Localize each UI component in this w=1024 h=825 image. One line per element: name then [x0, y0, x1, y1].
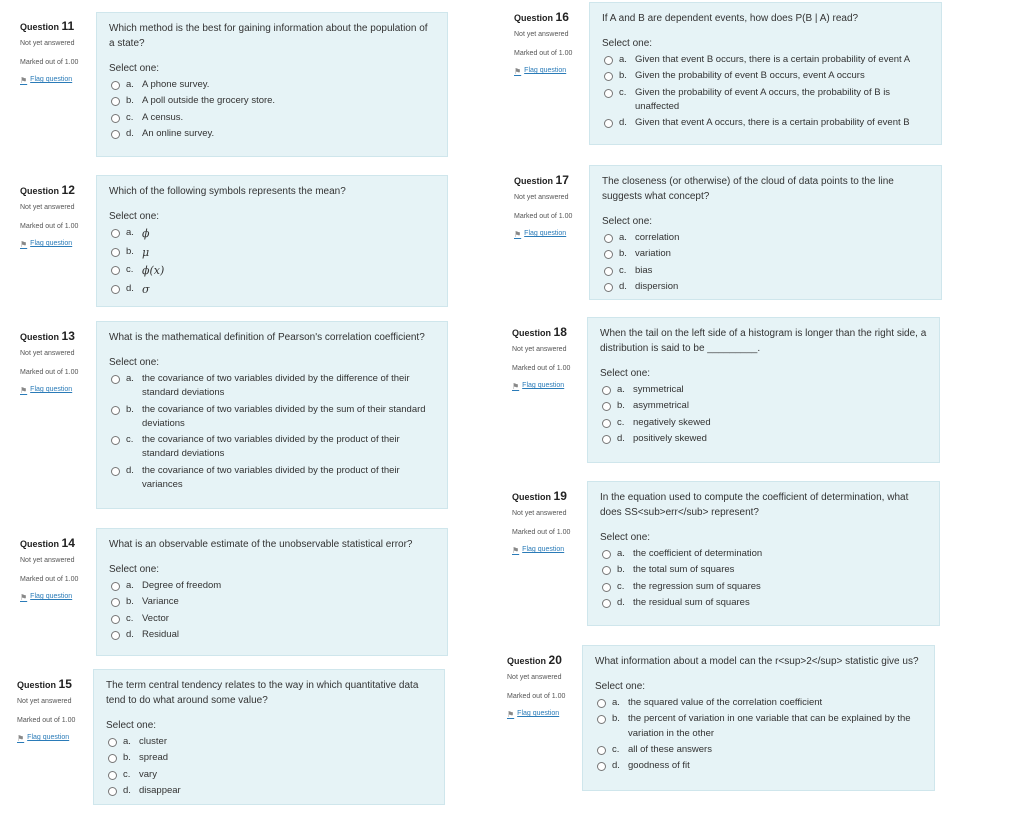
- select-one-label: Select one:: [602, 38, 653, 49]
- option-text: spread: [139, 752, 169, 764]
- question-grade: Marked out of 1.00: [20, 58, 79, 66]
- answer-option[interactable]: [111, 263, 435, 280]
- question-number-label: [507, 652, 585, 669]
- question-word: Question: [20, 186, 60, 196]
- question-content: [589, 2, 942, 145]
- option-text: the covariance of two variables divided by the difference of their standard deviations: [142, 373, 410, 399]
- option-letter: d.: [123, 784, 131, 796]
- question-number-label: [512, 488, 590, 505]
- flag-question-label: Flag question: [524, 67, 567, 75]
- radio-icon[interactable]: [111, 406, 120, 415]
- option-text: the covariance of two variables divided by the product of their standard deviations: [142, 434, 400, 460]
- answer-option[interactable]: [111, 372, 435, 401]
- option-letter: a.: [123, 736, 131, 747]
- option-text: positively skewed: [633, 432, 707, 444]
- question-content: [96, 175, 448, 307]
- question-text: If A and B are dependent events, how does P(B | A) read?: [602, 13, 859, 24]
- radio-icon[interactable]: [111, 631, 120, 640]
- radio-icon[interactable]: [111, 615, 120, 624]
- radio-icon[interactable]: [604, 119, 613, 128]
- question-text: Which method is the best for gaining information about the population of a state?: [109, 23, 428, 49]
- answer-option[interactable]: [597, 743, 922, 757]
- answer-option[interactable]: [602, 432, 927, 446]
- option-letter: d.: [126, 127, 134, 139]
- option-text: ϕ: [142, 227, 150, 240]
- option-letter: d.: [126, 628, 134, 640]
- question-info: [20, 18, 98, 86]
- option-text: all of these answers: [628, 743, 712, 755]
- radio-icon[interactable]: [111, 467, 120, 476]
- option-text: the squared value of the correlation coefficient: [628, 697, 823, 708]
- question-status: Not yet answered: [20, 40, 75, 48]
- question-number: 19: [553, 489, 567, 503]
- select-one-label: Select one:: [109, 564, 160, 575]
- option-text: negatively skewed: [633, 416, 711, 428]
- option-text: A poll outside the grocery store.: [142, 95, 276, 107]
- radio-icon[interactable]: [111, 248, 120, 257]
- option-letter: c.: [612, 743, 620, 755]
- option-letter: b.: [123, 752, 131, 764]
- answer-option[interactable]: [111, 282, 435, 299]
- option-text: correlation: [635, 232, 680, 243]
- question-word: Question: [20, 539, 60, 549]
- radio-icon[interactable]: [108, 754, 117, 763]
- question-grade: Marked out of 1.00: [507, 692, 566, 700]
- question-number: 20: [548, 653, 562, 667]
- radio-icon[interactable]: [604, 283, 613, 292]
- option-letter: a.: [126, 580, 134, 591]
- option-text: μ: [142, 245, 150, 259]
- option-text: Vector: [142, 612, 169, 624]
- radio-icon[interactable]: [602, 599, 611, 608]
- flag-question-link[interactable]: [20, 239, 98, 251]
- radio-icon[interactable]: [111, 81, 120, 90]
- question-content: [96, 12, 448, 157]
- answer-option[interactable]: [602, 563, 927, 577]
- answer-option[interactable]: [597, 712, 922, 741]
- answer-option[interactable]: [111, 94, 435, 108]
- question-info: [17, 676, 95, 744]
- question-content: [589, 165, 942, 300]
- option-letter: a.: [126, 79, 134, 90]
- option-letter: b.: [126, 596, 134, 608]
- question-grade: Marked out of 1.00: [20, 222, 79, 230]
- option-letter: b.: [617, 564, 625, 576]
- option-text: A census.: [142, 111, 184, 123]
- option-text: disappear: [139, 784, 181, 796]
- question-grade: Marked out of 1.00: [512, 364, 571, 372]
- option-text: Degree of freedom: [142, 580, 222, 591]
- option-text: Given that event A occurs, there is a certain probability of event B: [635, 117, 910, 128]
- option-text: An online survey.: [142, 127, 215, 139]
- answer-option[interactable]: [604, 247, 929, 261]
- option-letter: d.: [617, 596, 625, 608]
- radio-icon[interactable]: [111, 436, 120, 445]
- select-one-label: Select one:: [600, 368, 651, 379]
- option-text: variation: [635, 248, 671, 260]
- radio-icon[interactable]: [111, 285, 120, 294]
- option-letter: c.: [123, 768, 131, 780]
- question-info: [512, 324, 590, 392]
- option-letter: b.: [126, 245, 134, 257]
- option-letter: b.: [619, 248, 627, 260]
- radio-icon[interactable]: [602, 386, 611, 395]
- option-letter: c.: [126, 434, 134, 445]
- select-one-label: Select one:: [600, 532, 651, 543]
- answer-option[interactable]: [604, 116, 929, 130]
- answer-option[interactable]: [604, 231, 929, 245]
- radio-icon[interactable]: [602, 435, 611, 444]
- answer-option[interactable]: [604, 69, 929, 83]
- option-letter: d.: [126, 464, 134, 476]
- question-number-label: [514, 9, 592, 26]
- option-letter: a.: [612, 697, 620, 708]
- question-text: The term central tendency relates to the way in which quantitative data tend to do what around some value?: [106, 680, 419, 706]
- radio-icon[interactable]: [604, 89, 613, 98]
- option-text: goodness of fit: [628, 760, 690, 771]
- answer-option[interactable]: [111, 612, 435, 626]
- question-text: What information about a model can the r<sup>2</sup> statistic give us?: [595, 656, 919, 667]
- answer-option[interactable]: [108, 735, 432, 749]
- question-status: Not yet answered: [514, 31, 569, 39]
- radio-icon[interactable]: [111, 582, 120, 591]
- option-letter: a.: [617, 384, 625, 395]
- flag-icon: ⚑: [20, 75, 28, 85]
- question-status: Not yet answered: [514, 194, 569, 202]
- answer-option[interactable]: [111, 245, 435, 262]
- option-letter: c.: [126, 612, 134, 624]
- question-word: Question: [514, 176, 554, 186]
- question-text: What is an observable estimate of the unobservable statistical error?: [109, 539, 413, 550]
- flag-icon: ⚑: [512, 381, 520, 391]
- answer-option[interactable]: [111, 127, 435, 141]
- radio-icon[interactable]: [597, 746, 606, 755]
- question-grade: Marked out of 1.00: [17, 716, 76, 724]
- flag-question-label: Flag question: [30, 240, 73, 248]
- question-info: [514, 172, 592, 240]
- question-grade: Marked out of 1.00: [514, 49, 573, 57]
- option-text: symmetrical: [633, 384, 684, 395]
- flag-question-link[interactable]: [512, 381, 590, 393]
- question-content: [96, 528, 448, 656]
- flag-question-label: Flag question: [524, 230, 567, 238]
- question-number: 14: [61, 536, 75, 550]
- answer-option[interactable]: [604, 264, 929, 278]
- question-text: The closeness (or otherwise) of the cloud of data points to the line suggests what concept?: [602, 176, 894, 202]
- question-text: Which of the following symbols represents the mean?: [109, 186, 346, 197]
- answer-option[interactable]: [597, 759, 922, 773]
- option-letter: a.: [617, 548, 625, 559]
- answer-option[interactable]: [597, 696, 922, 710]
- answer-option[interactable]: [111, 628, 435, 642]
- answer-option[interactable]: [108, 751, 432, 765]
- answer-option[interactable]: [602, 399, 927, 413]
- question-number: 13: [61, 329, 75, 343]
- radio-icon[interactable]: [108, 771, 117, 780]
- question-number: 18: [553, 325, 567, 339]
- answer-option[interactable]: [111, 433, 435, 462]
- question-text: When the tail on the left side of a histogram is longer than the right side, a distribution is said to be _________.: [600, 328, 927, 354]
- question-info: [507, 652, 585, 720]
- question-number: 16: [555, 10, 569, 24]
- radio-icon[interactable]: [597, 715, 606, 724]
- radio-icon[interactable]: [108, 787, 117, 796]
- select-one-label: Select one:: [106, 720, 157, 731]
- radio-icon[interactable]: [604, 250, 613, 259]
- flag-question-label: Flag question: [30, 76, 73, 84]
- option-text: the total sum of squares: [633, 564, 735, 576]
- radio-icon[interactable]: [111, 375, 120, 384]
- flag-question-link[interactable]: [20, 385, 98, 397]
- flag-question-link[interactable]: [514, 229, 592, 241]
- question-number: 11: [61, 19, 75, 33]
- option-letter: c.: [126, 111, 134, 123]
- question-status: Not yet answered: [507, 674, 562, 682]
- radio-icon[interactable]: [597, 762, 606, 771]
- option-text: asymmetrical: [633, 400, 689, 412]
- question-grade: Marked out of 1.00: [512, 528, 571, 536]
- option-letter: c.: [619, 86, 627, 98]
- answer-option[interactable]: [602, 383, 927, 397]
- option-text: A phone survey.: [142, 79, 210, 90]
- option-letter: b.: [612, 713, 620, 725]
- answer-option[interactable]: [111, 226, 435, 243]
- select-one-label: Select one:: [602, 216, 653, 227]
- radio-icon[interactable]: [111, 266, 120, 275]
- select-one-label: Select one:: [595, 681, 646, 692]
- question-number-label: [20, 18, 98, 35]
- flag-question-label: Flag question: [522, 382, 565, 390]
- option-letter: a.: [126, 373, 134, 384]
- question-info: [514, 9, 592, 77]
- question-status: Not yet answered: [17, 698, 72, 706]
- option-text: bias: [635, 264, 653, 276]
- option-text: dispersion: [635, 280, 679, 292]
- question-status: Not yet answered: [20, 350, 75, 358]
- option-letter: b.: [619, 70, 627, 82]
- question-word: Question: [512, 492, 552, 502]
- radio-icon[interactable]: [604, 234, 613, 243]
- flag-question-label: Flag question: [30, 386, 73, 394]
- option-text: the regression sum of squares: [633, 580, 761, 592]
- option-text: vary: [139, 768, 157, 780]
- question-word: Question: [20, 22, 60, 32]
- answer-option[interactable]: [604, 86, 929, 115]
- option-letter: b.: [126, 95, 134, 107]
- question-number-label: [514, 172, 592, 189]
- question-number-label: [20, 328, 98, 345]
- select-one-label: Select one:: [109, 63, 160, 74]
- radio-icon[interactable]: [602, 566, 611, 575]
- answer-option[interactable]: [108, 768, 432, 782]
- option-text: the covariance of two variables divided by the product of their variances: [142, 464, 400, 490]
- question-status: Not yet answered: [512, 510, 567, 518]
- question-text: What is the mathematical definition of Pearson's correlation coefficient?: [109, 332, 425, 343]
- option-letter: b.: [617, 400, 625, 412]
- flag-icon: ⚑: [20, 239, 28, 249]
- question-info: [512, 488, 590, 556]
- option-letter: b.: [126, 403, 134, 415]
- option-letter: c.: [126, 264, 134, 275]
- question-content: [587, 481, 940, 626]
- question-status: Not yet answered: [20, 557, 75, 565]
- question-content: [582, 645, 935, 791]
- flag-question-label: Flag question: [27, 734, 70, 742]
- option-text: Variance: [142, 596, 179, 608]
- question-number-label: [17, 676, 95, 693]
- option-text: the residual sum of squares: [633, 596, 750, 608]
- question-number-label: [20, 182, 98, 199]
- option-text: the percent of variation in one variable that can be explained by the variation in the other: [628, 713, 911, 739]
- question-word: Question: [507, 656, 547, 666]
- option-letter: d.: [617, 432, 625, 444]
- answer-option[interactable]: [602, 416, 927, 430]
- question-info: [20, 328, 98, 396]
- option-text: Given the probability of event B occurs, event A occurs: [635, 70, 865, 82]
- flag-icon: ⚑: [514, 66, 522, 76]
- answer-option[interactable]: [111, 579, 435, 593]
- radio-icon[interactable]: [111, 114, 120, 123]
- question-content: [587, 317, 940, 463]
- option-text: the coefficient of determination: [633, 548, 763, 559]
- flag-icon: ⚑: [512, 545, 520, 555]
- answer-option[interactable]: [111, 403, 435, 432]
- answer-option[interactable]: [111, 111, 435, 125]
- option-letter: d.: [126, 282, 134, 294]
- flag-icon: ⚑: [17, 733, 25, 743]
- question-info: [20, 182, 98, 250]
- flag-icon: ⚑: [20, 592, 28, 602]
- select-one-label: Select one:: [109, 357, 160, 368]
- question-content: [96, 321, 448, 509]
- question-word: Question: [20, 332, 60, 342]
- answer-option[interactable]: [604, 53, 929, 67]
- option-letter: c.: [617, 416, 625, 428]
- flag-question-label: Flag question: [522, 546, 565, 554]
- option-letter: d.: [619, 280, 627, 292]
- question-text: In the equation used to compute the coefficient of determination, what does SS<sub>err</sub> represent?: [600, 492, 909, 518]
- radio-icon[interactable]: [111, 97, 120, 106]
- option-letter: d.: [619, 117, 627, 128]
- question-word: Question: [17, 680, 57, 690]
- radio-icon[interactable]: [604, 72, 613, 81]
- answer-option[interactable]: [108, 784, 432, 798]
- radio-icon[interactable]: [108, 738, 117, 747]
- radio-icon[interactable]: [111, 598, 120, 607]
- answer-option[interactable]: [111, 595, 435, 609]
- question-content: [93, 669, 445, 805]
- flag-question-label: Flag question: [517, 710, 560, 718]
- question-status: Not yet answered: [512, 346, 567, 354]
- question-number-label: [512, 324, 590, 341]
- option-text: cluster: [139, 736, 167, 747]
- answer-option[interactable]: [111, 78, 435, 92]
- option-text: Given that event B occurs, there is a certain probability of event A: [635, 54, 911, 65]
- question-word: Question: [512, 328, 552, 338]
- answer-option[interactable]: [602, 580, 927, 594]
- question-grade: Marked out of 1.00: [514, 212, 573, 220]
- option-letter: d.: [612, 760, 620, 771]
- question-status: Not yet answered: [20, 204, 75, 212]
- option-text: Residual: [142, 628, 179, 640]
- radio-icon[interactable]: [602, 583, 611, 592]
- option-letter: a.: [619, 54, 627, 65]
- question-number-label: [20, 535, 98, 552]
- question-number: 15: [58, 677, 72, 691]
- select-one-label: Select one:: [109, 211, 160, 222]
- option-text: Given the probability of event A occurs, the probability of B is unaffected: [635, 86, 891, 112]
- flag-icon: ⚑: [507, 709, 515, 719]
- answer-option[interactable]: [602, 547, 927, 561]
- radio-icon[interactable]: [604, 267, 613, 276]
- flag-question-link[interactable]: [514, 66, 592, 78]
- question-grade: Marked out of 1.00: [20, 575, 79, 583]
- option-text: the covariance of two variables divided by the sum of their standard deviations: [142, 403, 426, 429]
- answer-option[interactable]: [604, 280, 929, 294]
- question-info: [20, 535, 98, 603]
- radio-icon[interactable]: [602, 402, 611, 411]
- option-text: ϕ(x): [142, 264, 165, 277]
- radio-icon[interactable]: [111, 229, 120, 238]
- radio-icon[interactable]: [111, 130, 120, 139]
- radio-icon[interactable]: [597, 699, 606, 708]
- flag-question-link[interactable]: [17, 733, 95, 745]
- radio-icon[interactable]: [602, 419, 611, 428]
- option-letter: a.: [126, 227, 134, 238]
- flag-icon: ⚑: [514, 229, 522, 239]
- option-letter: c.: [619, 264, 627, 276]
- option-letter: c.: [617, 580, 625, 592]
- flag-question-link[interactable]: [20, 592, 98, 604]
- option-text: σ: [142, 282, 150, 296]
- flag-question-link[interactable]: [512, 545, 590, 557]
- question-word: Question: [514, 13, 554, 23]
- option-letter: a.: [619, 232, 627, 243]
- question-number: 12: [61, 183, 75, 197]
- answer-option[interactable]: [111, 464, 435, 493]
- radio-icon[interactable]: [602, 550, 611, 559]
- flag-question-link[interactable]: [507, 709, 585, 721]
- answer-option[interactable]: [602, 596, 927, 610]
- flag-question-label: Flag question: [30, 593, 73, 601]
- radio-icon[interactable]: [604, 56, 613, 65]
- question-grade: Marked out of 1.00: [20, 368, 79, 376]
- question-number: 17: [555, 173, 569, 187]
- flag-icon: ⚑: [20, 385, 28, 395]
- flag-question-link[interactable]: [20, 75, 98, 87]
